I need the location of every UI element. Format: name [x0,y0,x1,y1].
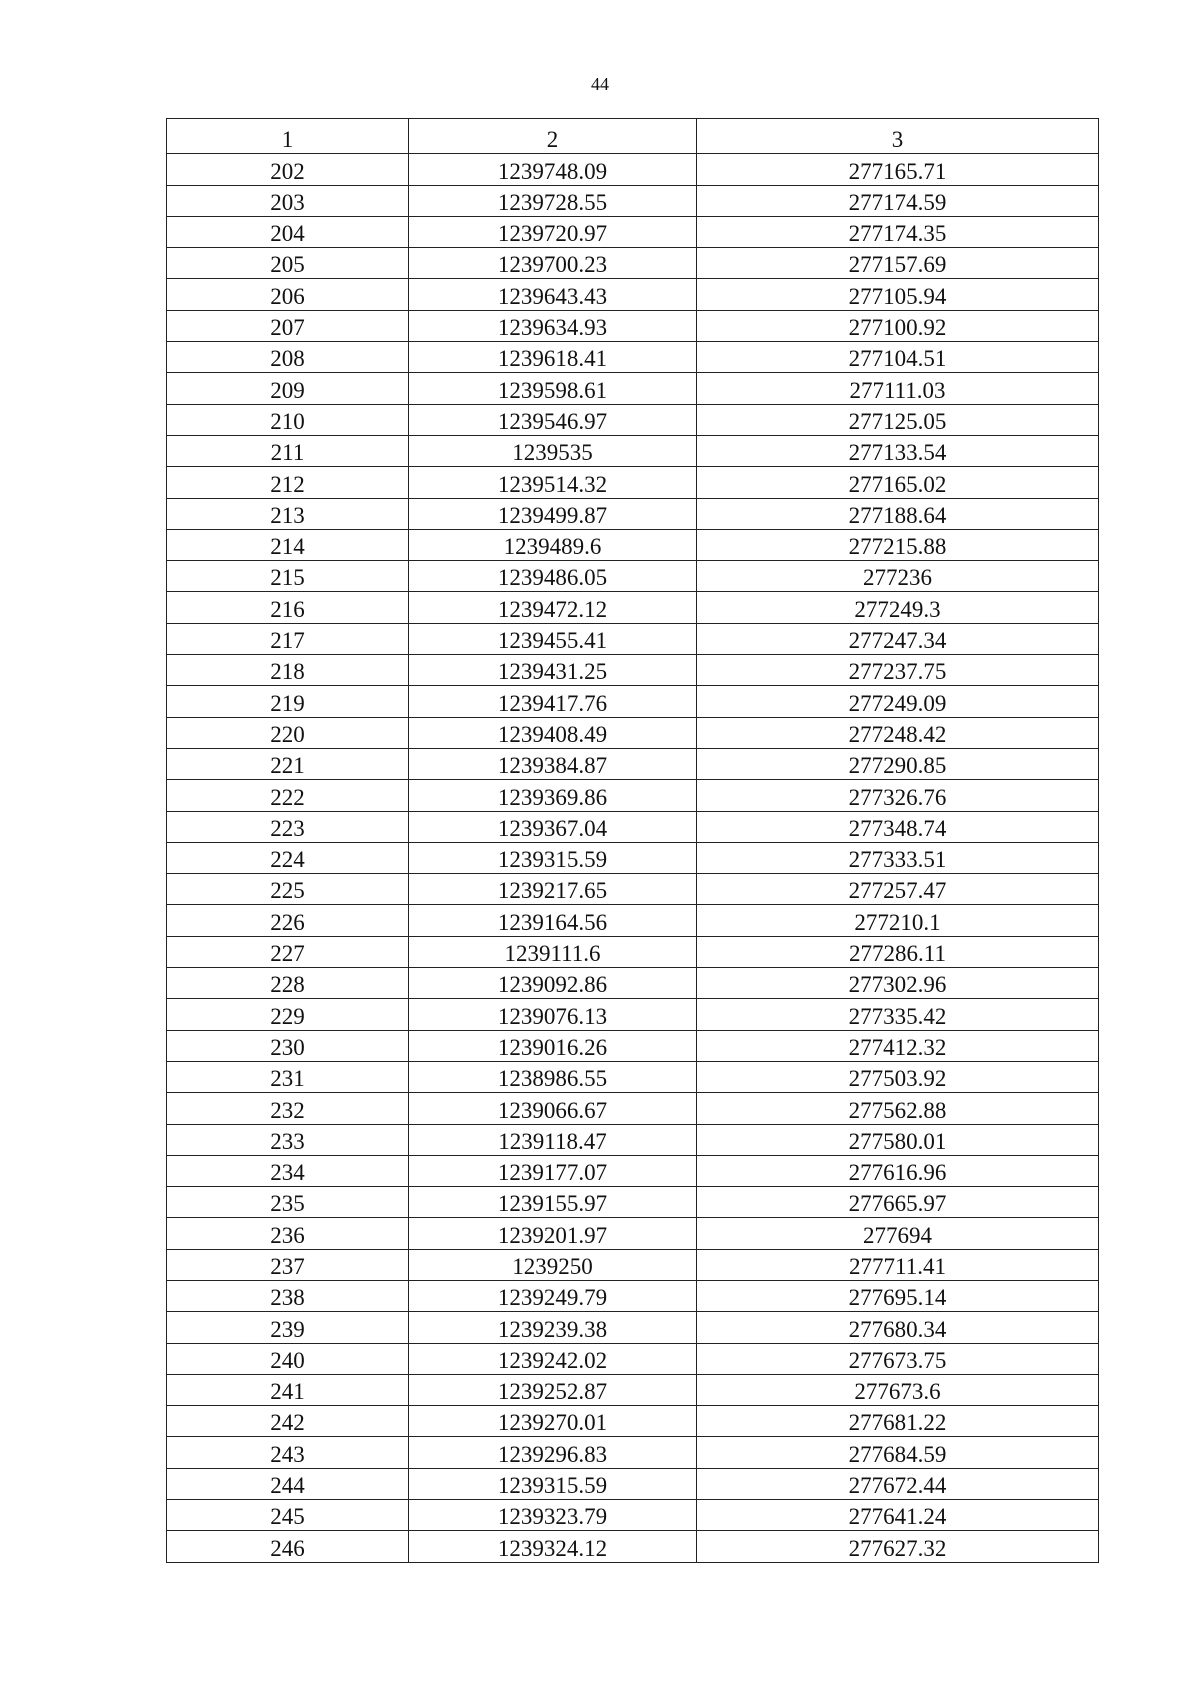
x-coordinate-cell: 1239249.79 [409,1280,697,1311]
table-row [167,748,1099,779]
table-row [167,1218,1099,1249]
y-coordinate-cell: 277580.01 [697,1124,1099,1155]
point-number-cell: 234 [167,1155,409,1186]
x-coordinate-cell: 1239700.23 [409,248,697,279]
point-number-cell: 215 [167,561,409,592]
point-number-cell: 226 [167,905,409,936]
y-coordinate-cell: 277100.92 [697,310,1099,341]
point-number-cell: 246 [167,1531,409,1562]
table-row [167,529,1099,560]
table-row [167,1280,1099,1311]
table-row [167,1437,1099,1468]
y-coordinate-cell: 277503.92 [697,1061,1099,1092]
y-coordinate-cell: 277680.34 [697,1312,1099,1343]
table-row [167,1343,1099,1374]
y-coordinate-cell: 277672.44 [697,1468,1099,1499]
point-number-cell: 227 [167,936,409,967]
y-coordinate-cell: 277237.75 [697,655,1099,686]
x-coordinate-cell: 1239270.01 [409,1406,697,1437]
point-number-cell: 228 [167,968,409,999]
x-coordinate-cell: 1239384.87 [409,748,697,779]
y-coordinate-cell: 277711.41 [697,1249,1099,1280]
point-number-cell: 236 [167,1218,409,1249]
table-row [167,1500,1099,1531]
x-coordinate-cell: 1239201.97 [409,1218,697,1249]
point-number-cell: 221 [167,748,409,779]
table-row [167,905,1099,936]
point-number-cell: 241 [167,1374,409,1405]
point-number-cell: 239 [167,1312,409,1343]
x-coordinate-cell: 1239720.97 [409,216,697,247]
x-coordinate-cell: 1239618.41 [409,342,697,373]
y-coordinate-cell: 277188.64 [697,498,1099,529]
y-coordinate-cell: 277236 [697,561,1099,592]
x-coordinate-cell: 1239489.6 [409,529,697,560]
x-coordinate-cell: 1238986.55 [409,1061,697,1092]
point-number-cell: 225 [167,874,409,905]
x-coordinate-cell: 1239296.83 [409,1437,697,1468]
table-header-row [167,119,1099,154]
point-number-cell: 231 [167,1061,409,1092]
point-number-cell: 218 [167,655,409,686]
x-coordinate-cell: 1239164.56 [409,905,697,936]
table-row [167,185,1099,216]
point-number-cell: 243 [167,1437,409,1468]
column-header-2: 2 [409,119,697,154]
x-coordinate-cell: 1239643.43 [409,279,697,310]
coordinates-table-container [166,118,1098,1563]
point-number-cell: 205 [167,248,409,279]
y-coordinate-cell: 277165.02 [697,467,1099,498]
table-row [167,717,1099,748]
y-coordinate-cell: 277641.24 [697,1500,1099,1531]
x-coordinate-cell: 1239324.12 [409,1531,697,1562]
table-row [167,216,1099,247]
table-row [167,310,1099,341]
x-coordinate-cell: 1239111.6 [409,936,697,967]
x-coordinate-cell: 1239535 [409,435,697,466]
table-row [167,279,1099,310]
point-number-cell: 223 [167,811,409,842]
x-coordinate-cell: 1239514.32 [409,467,697,498]
table-row [167,1124,1099,1155]
y-coordinate-cell: 277335.42 [697,999,1099,1030]
table-row [167,1406,1099,1437]
y-coordinate-cell: 277673.75 [697,1343,1099,1374]
x-coordinate-cell: 1239217.65 [409,874,697,905]
table-row [167,404,1099,435]
x-coordinate-cell: 1239155.97 [409,1187,697,1218]
table-row [167,1061,1099,1092]
point-number-cell: 238 [167,1280,409,1311]
y-coordinate-cell: 277333.51 [697,842,1099,873]
point-number-cell: 216 [167,592,409,623]
table-row [167,686,1099,717]
y-coordinate-cell: 277174.35 [697,216,1099,247]
y-coordinate-cell: 277247.34 [697,623,1099,654]
x-coordinate-cell: 1239315.59 [409,1468,697,1499]
y-coordinate-cell: 277174.59 [697,185,1099,216]
table-row [167,968,1099,999]
y-coordinate-cell: 277627.32 [697,1531,1099,1562]
y-coordinate-cell: 277125.05 [697,404,1099,435]
x-coordinate-cell: 1239092.86 [409,968,697,999]
table-row [167,780,1099,811]
y-coordinate-cell: 277249.3 [697,592,1099,623]
point-number-cell: 224 [167,842,409,873]
y-coordinate-cell: 277673.6 [697,1374,1099,1405]
table-row [167,1030,1099,1061]
x-coordinate-cell: 1239417.76 [409,686,697,717]
point-number-cell: 219 [167,686,409,717]
point-number-cell: 220 [167,717,409,748]
table-row [167,623,1099,654]
table-row [167,498,1099,529]
y-coordinate-cell: 277665.97 [697,1187,1099,1218]
table-row [167,1155,1099,1186]
point-number-cell: 206 [167,279,409,310]
x-coordinate-cell: 1239016.26 [409,1030,697,1061]
x-coordinate-cell: 1239076.13 [409,999,697,1030]
point-number-cell: 244 [167,1468,409,1499]
table-row [167,842,1099,873]
table-row [167,373,1099,404]
x-coordinate-cell: 1239748.09 [409,154,697,185]
table-row [167,435,1099,466]
y-coordinate-cell: 277215.88 [697,529,1099,560]
x-coordinate-cell: 1239472.12 [409,592,697,623]
table-row [167,1249,1099,1280]
table-row [167,1187,1099,1218]
point-number-cell: 222 [167,780,409,811]
table-row [167,1468,1099,1499]
y-coordinate-cell: 277105.94 [697,279,1099,310]
x-coordinate-cell: 1239369.86 [409,780,697,811]
y-coordinate-cell: 277249.09 [697,686,1099,717]
point-number-cell: 245 [167,1500,409,1531]
table-row [167,154,1099,185]
x-coordinate-cell: 1239367.04 [409,811,697,842]
point-number-cell: 242 [167,1406,409,1437]
table-row [167,592,1099,623]
y-coordinate-cell: 277302.96 [697,968,1099,999]
y-coordinate-cell: 277290.85 [697,748,1099,779]
y-coordinate-cell: 277412.32 [697,1030,1099,1061]
point-number-cell: 230 [167,1030,409,1061]
table-row [167,999,1099,1030]
coordinates-table [166,118,1099,1563]
x-coordinate-cell: 1239323.79 [409,1500,697,1531]
point-number-cell: 212 [167,467,409,498]
x-coordinate-cell: 1239546.97 [409,404,697,435]
table-row [167,561,1099,592]
x-coordinate-cell: 1239728.55 [409,185,697,216]
point-number-cell: 207 [167,310,409,341]
y-coordinate-cell: 277695.14 [697,1280,1099,1311]
table-row [167,811,1099,842]
page-number: 44 [591,74,609,94]
point-number-cell: 210 [167,404,409,435]
x-coordinate-cell: 1239486.05 [409,561,697,592]
x-coordinate-cell: 1239315.59 [409,842,697,873]
point-number-cell: 213 [167,498,409,529]
table-row [167,1312,1099,1343]
x-coordinate-cell: 1239066.67 [409,1093,697,1124]
x-coordinate-cell: 1239118.47 [409,1124,697,1155]
y-coordinate-cell: 277111.03 [697,373,1099,404]
point-number-cell: 209 [167,373,409,404]
point-number-cell: 240 [167,1343,409,1374]
point-number-cell: 237 [167,1249,409,1280]
table-row [167,1374,1099,1405]
table-body [167,154,1099,1562]
x-coordinate-cell: 1239242.02 [409,1343,697,1374]
point-number-cell: 211 [167,435,409,466]
y-coordinate-cell: 277326.76 [697,780,1099,811]
y-coordinate-cell: 277286.11 [697,936,1099,967]
y-coordinate-cell: 277694 [697,1218,1099,1249]
x-coordinate-cell: 1239239.38 [409,1312,697,1343]
y-coordinate-cell: 277616.96 [697,1155,1099,1186]
y-coordinate-cell: 277257.47 [697,874,1099,905]
point-number-cell: 229 [167,999,409,1030]
y-coordinate-cell: 277104.51 [697,342,1099,373]
x-coordinate-cell: 1239634.93 [409,310,697,341]
table-row [167,655,1099,686]
y-coordinate-cell: 277562.88 [697,1093,1099,1124]
column-header-3: 3 [697,119,1099,154]
y-coordinate-cell: 277133.54 [697,435,1099,466]
y-coordinate-cell: 277248.42 [697,717,1099,748]
x-coordinate-cell: 1239177.07 [409,1155,697,1186]
y-coordinate-cell: 277157.69 [697,248,1099,279]
y-coordinate-cell: 277684.59 [697,1437,1099,1468]
table-row [167,248,1099,279]
point-number-cell: 203 [167,185,409,216]
table-row [167,342,1099,373]
table-row [167,467,1099,498]
x-coordinate-cell: 1239250 [409,1249,697,1280]
x-coordinate-cell: 1239252.87 [409,1374,697,1405]
x-coordinate-cell: 1239455.41 [409,623,697,654]
x-coordinate-cell: 1239499.87 [409,498,697,529]
point-number-cell: 235 [167,1187,409,1218]
x-coordinate-cell: 1239431.25 [409,655,697,686]
y-coordinate-cell: 277681.22 [697,1406,1099,1437]
point-number-cell: 208 [167,342,409,373]
point-number-cell: 217 [167,623,409,654]
table-row [167,1093,1099,1124]
point-number-cell: 202 [167,154,409,185]
point-number-cell: 214 [167,529,409,560]
point-number-cell: 232 [167,1093,409,1124]
table-row [167,1531,1099,1562]
table-row [167,874,1099,905]
point-number-cell: 233 [167,1124,409,1155]
column-header-1: 1 [167,119,409,154]
y-coordinate-cell: 277348.74 [697,811,1099,842]
y-coordinate-cell: 277210.1 [697,905,1099,936]
table-row [167,936,1099,967]
point-number-cell: 204 [167,216,409,247]
y-coordinate-cell: 277165.71 [697,154,1099,185]
x-coordinate-cell: 1239598.61 [409,373,697,404]
x-coordinate-cell: 1239408.49 [409,717,697,748]
